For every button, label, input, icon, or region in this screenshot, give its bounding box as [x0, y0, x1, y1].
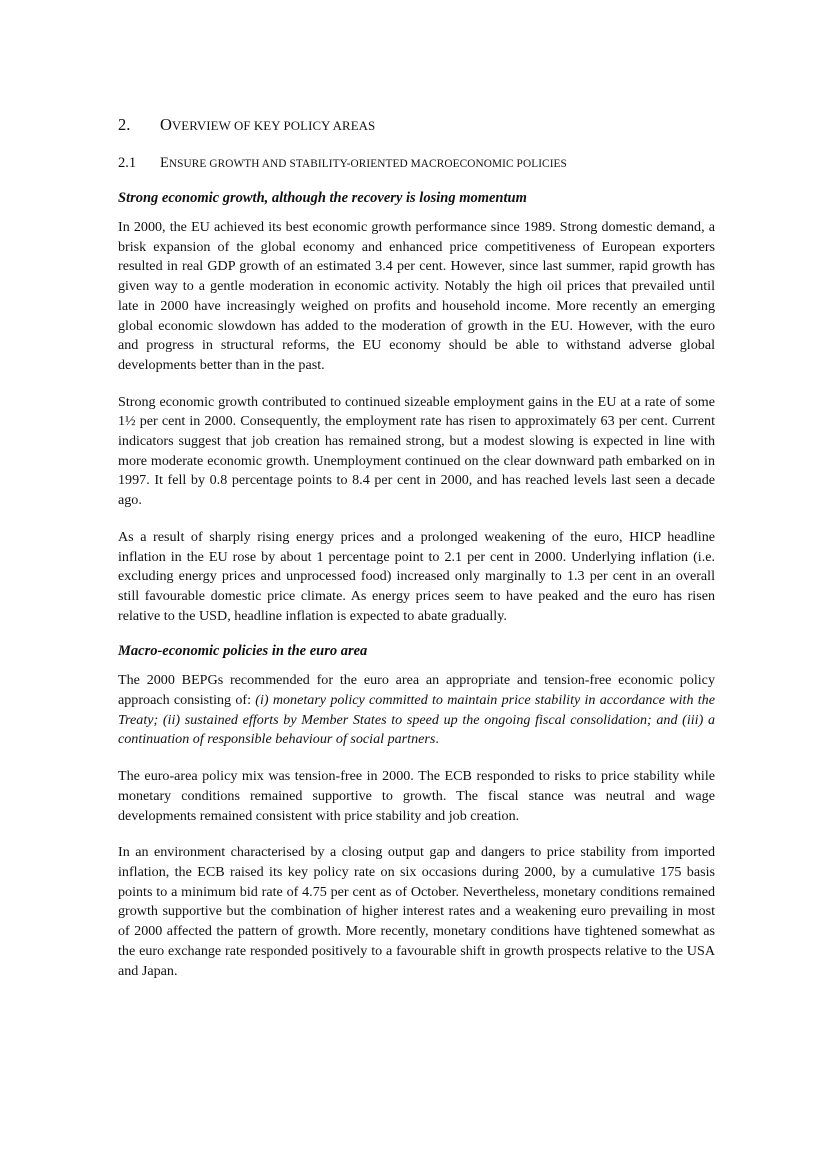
subsection-title — [160, 155, 567, 172]
bepg-end: . — [435, 731, 439, 748]
paragraph-employment: Strong economic growth contributed to continued sizeable employment gains in the EU at a rate of some 1½ per cent in 2000. Consequently, the employment rate has risen to approximately 63 per cent. Current indicators suggest that job creation has remained strong, but a modest slowing is expected in line with more moderate economic growth. Unemployment continued on the clear downward path embarked on in 1997. It fell by 0.8 percentage points to 8.4 per cent in 2000, and has reached levels last seen a decade ago. — [118, 393, 715, 509]
paragraph-policy-mix: The euro-area policy mix was tension-free in 2000. The ECB responded to risks to price stability while monetary conditions remained supportive to growth. The fiscal stance was neutral and wage developments remained consistent with price stability and job creation. — [118, 768, 715, 824]
subsection-title-initial: E — [160, 155, 169, 171]
section-title — [160, 115, 375, 135]
bepg-intro: The 2000 BEPGs recommended for the euro area an appropriate and tension-free economic policy approach consisting of: — [118, 672, 715, 709]
paragraph-growth: In 2000, the EU achieved its best economic growth performance since 1989. Strong domestic demand, a brisk expansion of the global economy and enhanced price competitiveness of European exporters resulted in real GDP growth of an estimated 3.4 per cent. However, since last summer, rapid growth has given way to a gentle moderation in economic activity. Notably the high oil prices that prevailed until late in 2000 have increasingly weighed on profits and household income. More recently an emerging global economic slowdown has added to the moderation of growth in the EU. However, with the euro and progress in structural reforms, the EU economy should be able to withstand adverse global developments better than in the past. — [118, 219, 715, 373]
paragraph-monetary: In an environment characterised by a closing output gap and dangers to price stability from imported inflation, the ECB raised its key policy rate on six occasions during 2000, by a cumulative 175 basis points to a minimum bid rate of 4.75 per cent as of October. Nevertheless, monetary conditions remained growth supportive but the combination of higher interest rates and a weakening euro prevailing in most of 2000 affected the pattern of growth. More recently, monetary conditions have tightened somewhat as the euro exchange rate responded positively to a favourable shift in growth prospects relative to the USA and Japan. — [118, 844, 715, 979]
section-title-initial: O — [160, 115, 172, 134]
subsection-number: 2.1 — [118, 155, 137, 171]
paragraph-inflation: As a result of sharply rising energy prices and a prolonged weakening of the euro, HICP headline inflation in the EU rose by about 1 percentage point to 2.1 per cent in 2000. Underlying inflation (i.e. excluding energy prices and unprocessed food) increased only marginally to 1.3 per cent in an overall still favourable domestic price climate. As energy prices seem to have peaked and the euro has risen relative to the USD, headline inflation is expected to abate gradually. — [118, 528, 715, 624]
subsection-heading — [118, 155, 715, 172]
section-heading — [118, 115, 715, 135]
growth-heading: Strong economic growth, although the recovery is losing momentum — [118, 190, 527, 206]
paragraph-bepg — [118, 671, 715, 750]
document-page — [118, 115, 715, 998]
bepg-recommendations: (i) monetary policy committed to maintain price stability in accordance with the Treaty; (ii) sustained efforts by Member States to speed up the ongoing fiscal consolidation; and (iii) a continuation of responsible behaviour of social partners — [118, 692, 715, 748]
macro-policies-heading: Macro-economic policies in the euro area — [118, 643, 368, 660]
section-number: 2. — [118, 115, 131, 134]
subsection-title-rest: NSURE GROWTH AND STABILITY-ORIENTED MACROECONOMIC POLICIES — [168, 158, 567, 170]
section-title-rest: VERVIEW OF KEY POLICY AREAS — [171, 119, 376, 133]
